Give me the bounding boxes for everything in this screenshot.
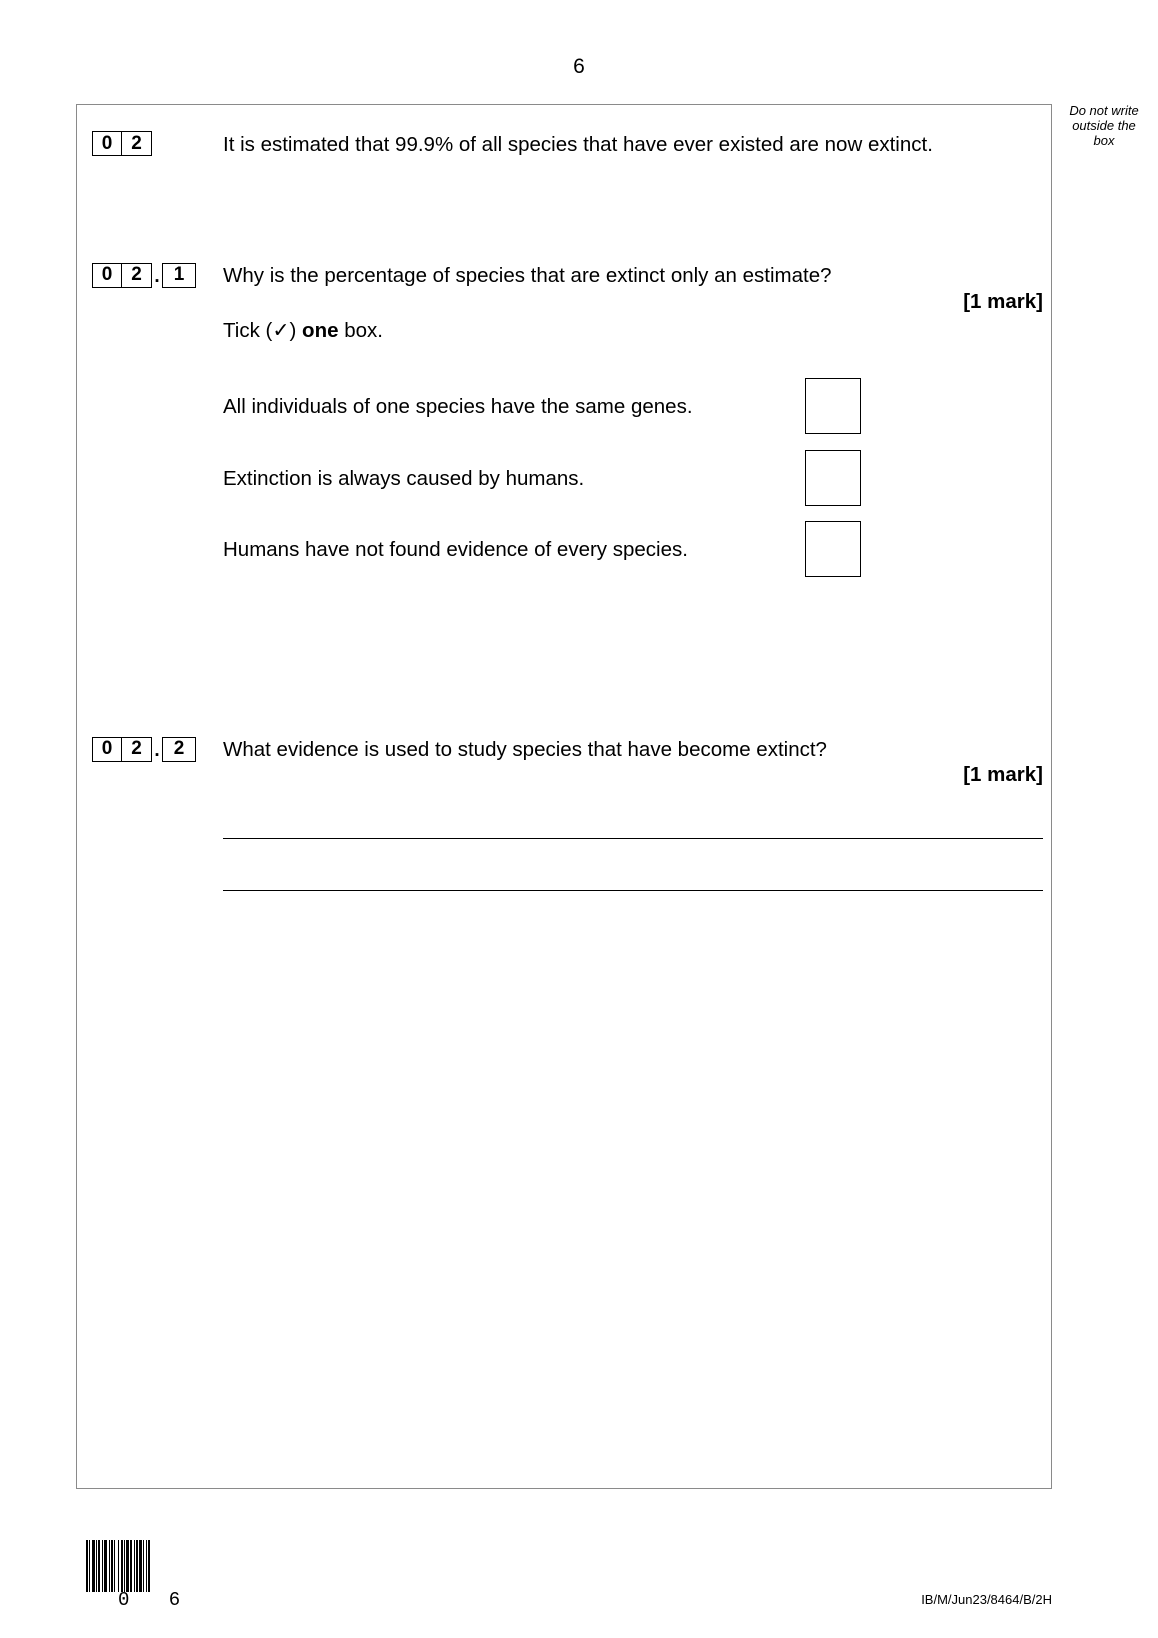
paper-reference: IB/M/Jun23/8464/B/2H [921,1592,1052,1607]
question-digit: 2 [122,263,152,288]
option-label-1: All individuals of one species have the same genes. [223,395,693,418]
barcode-number: 0 6 [118,1589,195,1611]
question-number-02-1 [92,262,196,288]
answer-frame [76,104,1052,1489]
question-part: 1 [162,263,196,288]
question-02-1-text: Why is the percentage of species that are extinct only an estimate? [223,264,832,287]
option-tickbox-1[interactable] [805,378,861,434]
page-number: 6 [573,55,585,78]
question-number-02 [92,131,152,156]
question-digit: 2 [122,737,152,762]
answer-line-1[interactable] [223,838,1043,839]
question-02-1-marks: [1 mark] [963,290,1043,313]
question-02-2-text: What evidence is used to study species that have become extinct? [223,738,827,761]
tick-instruction-before: Tick (✓) [223,319,303,342]
tick-instruction-after: box. [338,319,383,342]
question-digit: 0 [92,263,122,288]
question-02-stem: It is estimated that 99.9% of all species that have ever existed are now extinct. [223,133,933,156]
question-part: 2 [162,737,196,762]
question-dot: . [154,266,160,287]
tick-instruction [223,318,383,343]
question-number-02-2 [92,736,196,762]
option-label-3: Humans have not found evidence of every species. [223,538,688,561]
option-tickbox-2[interactable] [805,450,861,506]
question-digit: 0 [92,131,122,156]
option-label-2: Extinction is always caused by humans. [223,467,585,490]
answer-line-2[interactable] [223,890,1043,891]
tick-instruction-emphasis: one [302,319,339,342]
question-digit: 2 [122,131,152,156]
barcode [86,1540,153,1592]
question-02-2-marks: [1 mark] [963,763,1043,786]
option-tickbox-3[interactable] [805,521,861,577]
question-digit: 0 [92,737,122,762]
question-dot: . [154,740,160,761]
margin-note: Do not write outside the box [1069,103,1139,148]
